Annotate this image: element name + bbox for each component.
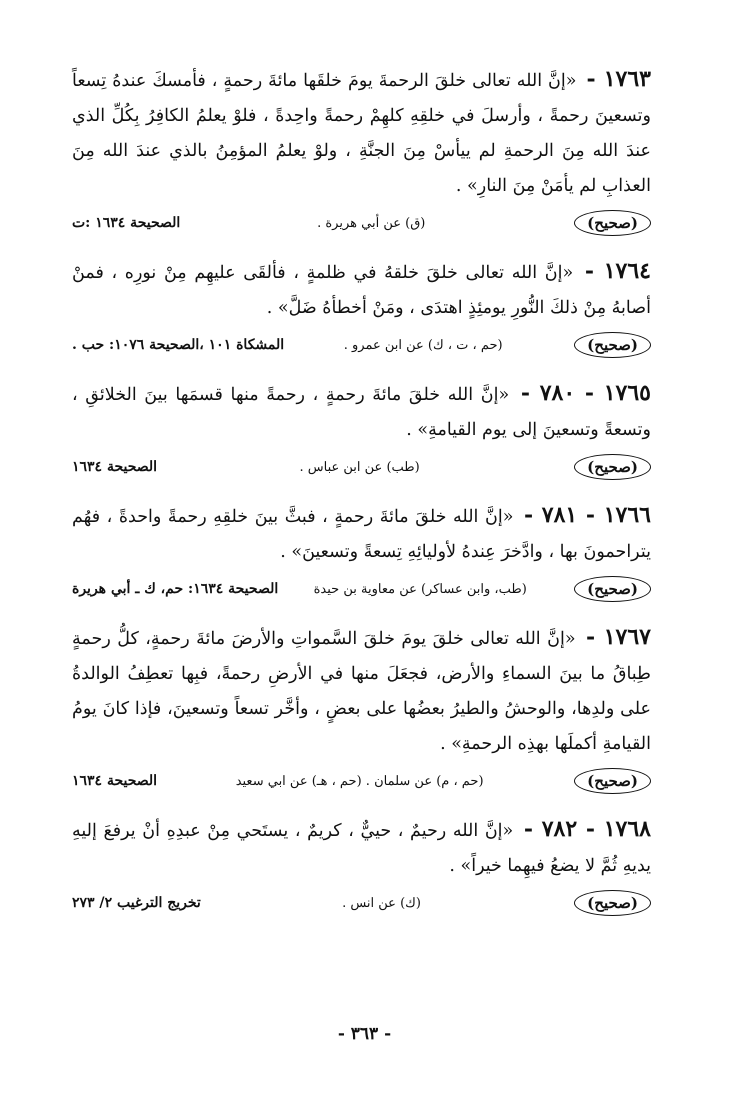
source-line — [72, 208, 651, 238]
source-reference: الصحيحة ١٦٣٤: حم، ك ـ أبي هريرة — [72, 581, 279, 597]
hadith-text: «إنَّ الله خلقَ مائةَ رحمةٍ ، فبثَّ بينَ خلقِهِ رحمةً واحدةً ، فهُم يتراحمونَ بها ، وادَّخرَ عِندهُ لأوليائِهِ تِسعةً وتسعينَ» . — [72, 507, 651, 562]
grade-badge: (صحيح) — [574, 454, 651, 480]
hadith-text: «إنَّ الله تعالى خلقَ خلقهُ في ظلمةٍ ، فألقَى عليهِم مِنْ نورِه ، فمنْ أصابهُ مِنْ ذلكَ النُّورِ يومئِذٍ اهتدَى ، ومَنْ أخطأهُ ضَلَّ» . — [72, 263, 651, 318]
source-reference: المشكاة ١٠١ ،الصحيحة ١٠٧٦: حب . — [72, 337, 285, 353]
hadith-text: «إنَّ الله تعالى خلقَ الرحمةَ يومَ خلقَها مائةَ رحمةٍ ، فأمسكَ عندهُ تِسعاً وتسعينَ رحمةً ، وأرسلَ في خلقِهِ كلهِمْ رحمةً واحِدةً ، فلوْ يعلمُ الكافِرُ بِكُلِّ الذي عندَ الله مِنَ الرحمةِ لم ييأسْ مِنَ الجنَّةِ ، ولوْ يعلمُ المؤمِنُ بالذي عندَ الله مِنَ العذابِ لم يأمَنْ مِنَ النارِ» . — [72, 71, 651, 196]
hadith-text-block — [72, 498, 651, 570]
hadith-text: «إنَّ الله خلقَ مائةَ رحمةٍ ، رحمةً منها قسمَها بينَ الخلائقِ ، وتسعةً وتسعينَ إلى يوم القيامةِ» . — [72, 385, 651, 440]
source-line — [72, 452, 651, 482]
source-reference: الصحيحة ١٦٣٤ — [72, 459, 158, 475]
hadith-entry — [72, 62, 651, 238]
source-reference: تخريج الترغيب ٢/ ٢٧٣ — [72, 895, 201, 911]
source-reference: الصحيحة ١٦٣٤ — [72, 773, 158, 789]
narrator-chain: (حم ، ت ، ك) عن ابن عمرو . — [343, 337, 503, 353]
grade-badge: (صحيح) — [574, 332, 651, 358]
hadith-number: ١٧٦٤ - — [584, 258, 651, 284]
hadith-entry — [72, 812, 651, 918]
hadith-number: ١٧٦٧ - — [586, 624, 651, 650]
hadith-number: ١٧٦٨ - ٧٨٢ - — [523, 816, 651, 842]
hadith-entry — [72, 620, 651, 796]
hadith-entry — [72, 376, 651, 482]
hadith-entry — [72, 254, 651, 360]
hadith-text-block — [72, 620, 651, 762]
grade-badge: (صحيح) — [574, 210, 651, 236]
hadith-text-block — [72, 254, 651, 326]
narrator-chain: (طب، وابن عساكر) عن معاوية بن حيدة — [313, 581, 527, 597]
hadith-text: «إنَّ الله تعالى خلقَ يومَ خلقَ السَّمواتِ والأرضَ مائةَ رحمةٍ، كلُّ رحمةٍ طِباقُ ما بينَ السماءِ والأرض، فجعَلَ منها في الأرضِ رحمةً، فبِها تعطِفُ الوالدةُ على ولدِها، والوحشُ والطيرُ بعضُها على بعضٍ ، وأخَّر تسعاً وتسعينَ، فإذا كانَ يومُ القيامةِ أكملَها بهذِه الرحمةِ» . — [72, 629, 651, 754]
narrator-chain: (حم ، م) عن سلمان . (حم ، هـ) عن ابي سعيد — [235, 773, 484, 789]
hadith-text: «إنَّ الله رحيمٌ ، حييٌّ ، كريمٌ ، يستَحي مِنْ عبدِهِ أنْ يرفعَ إليهِ يديهِ ثُمَّ لا يضعُ فيهِما خيراً» . — [72, 821, 651, 876]
narrator-chain: (ك) عن انس . — [342, 895, 421, 911]
hadith-number: ١٧٦٦ - ٧٨١ - — [523, 502, 651, 528]
source-line — [72, 574, 651, 604]
page-number: - ٣٦٣ - — [337, 1024, 392, 1044]
source-line — [72, 888, 651, 918]
narrator-chain: (ق) عن أبي هريرة . — [317, 215, 426, 231]
source-line — [72, 766, 651, 796]
hadith-number: ١٧٦٥ - ٧٨٠ - — [520, 380, 651, 406]
hadith-number: ١٧٦٣ - — [586, 66, 651, 92]
source-reference: الصحيحة ١٦٣٤ :ت — [72, 215, 181, 231]
hadith-text-block — [72, 376, 651, 448]
hadith-text-block — [72, 62, 651, 204]
grade-badge: (صحيح) — [574, 768, 651, 794]
narrator-chain: (طب) عن ابن عباس . — [299, 459, 420, 475]
grade-badge: (صحيح) — [574, 890, 651, 916]
hadith-entry — [72, 498, 651, 604]
hadith-text-block — [72, 812, 651, 884]
grade-badge: (صحيح) — [574, 576, 651, 602]
source-line — [72, 330, 651, 360]
